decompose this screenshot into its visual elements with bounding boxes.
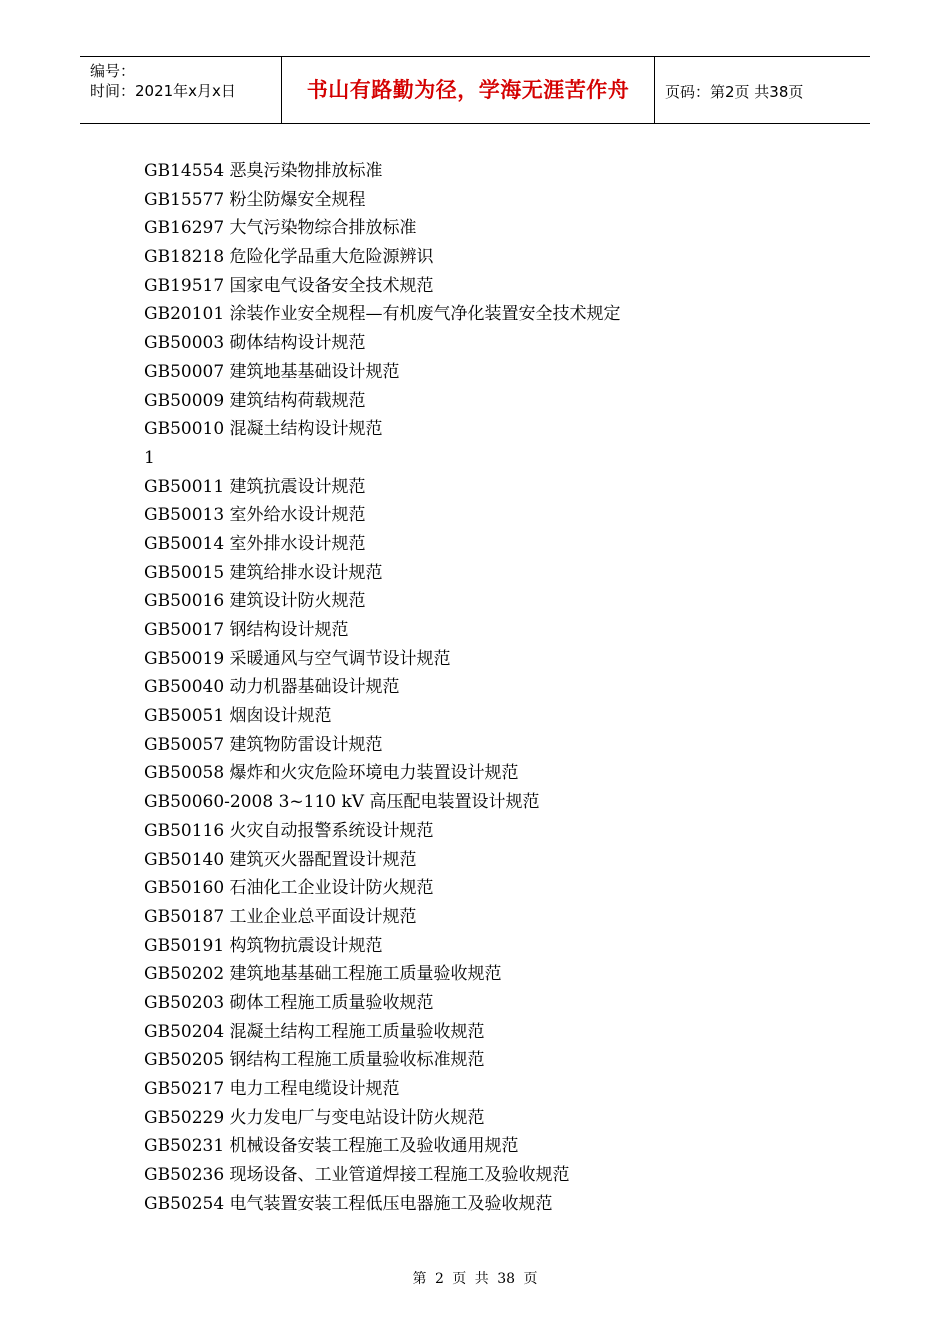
standard-list-item: GB50202 建筑地基基础工程施工质量验收规范 (144, 964, 502, 985)
standard-list-item: GB18218 危险化学品重大危险源辨识 (144, 247, 434, 268)
standard-list-item: GB50116 火灾自动报警系统设计规范 (144, 820, 434, 841)
standard-list-item: GB50011 建筑抗震设计规范 (144, 476, 366, 497)
standard-list-item: GB50229 火力发电厂与变电站设计防火规范 (144, 1107, 485, 1128)
header-motto: 书山有路勤为径，学海无涯苦作舟 (306, 78, 630, 102)
standard-list-item: GB50003 砌体结构设计规范 (144, 333, 366, 354)
standard-list-item: GB50017 钢结构设计规范 (144, 620, 349, 640)
standard-list-item: GB50231 机械设备安装工程施工及验收通用规范 (144, 1136, 519, 1157)
standard-list-item: GB15577 粉尘防爆安全规程 (144, 189, 366, 210)
standards-list (144, 157, 864, 1218)
document-number-label: 编号： (90, 62, 136, 80)
standard-list-item: GB50254 电气装置安装工程低压电器施工及验收规范 (144, 1193, 553, 1214)
standard-list-item: GB50019 采暖通风与空气调节设计规范 (144, 648, 451, 669)
standard-list-item: GB50013 室外给水设计规范 (144, 505, 366, 526)
standard-list-item: GB16297 大气污染物综合排放标准 (144, 218, 417, 239)
standard-list-item: GB50205 钢结构工程施工质量验收标准规范 (144, 1050, 485, 1071)
page-header (80, 56, 870, 124)
header-meta (90, 61, 280, 101)
standard-list-item: GB50204 混凝土结构工程施工质量验收规范 (144, 1021, 485, 1042)
standard-list-item: GB50007 建筑地基基础设计规范 (144, 361, 400, 382)
page-footer: 第 2 页 共 38 页 (412, 1271, 538, 1287)
standard-list-item: GB50191 构筑物抗震设计规范 (144, 935, 383, 956)
standard-list-item: GB50040 动力机器基础设计规范 (144, 677, 400, 698)
standard-list-item: GB19517 国家电气设备安全技术规范 (144, 275, 434, 296)
standard-list-item: GB50236 现场设备、工业管道焊接工程施工及验收规范 (144, 1165, 570, 1186)
standard-list-item: GB50160 石油化工企业设计防火规范 (144, 878, 434, 899)
standard-list-item: GB50058 爆炸和火灾危险环境电力装置设计规范 (144, 763, 519, 784)
standard-list-item: GB50015 建筑给排水设计规范 (144, 562, 383, 583)
standard-list-item: GB50187 工业企业总平面设计规范 (144, 906, 417, 927)
header-divider-right (654, 57, 655, 123)
standard-list-item: GB50203 砌体工程施工质量验收规范 (144, 992, 434, 1013)
standard-list-item: GB20101 涂装作业安全规程—有机废气净化装置安全技术规定 (144, 304, 621, 325)
standard-list-item: GB50057 建筑物防雷设计规范 (144, 734, 383, 755)
standard-list-item: GB50016 建筑设计防火规范 (144, 591, 366, 612)
standard-list-item: GB14554 恶臭污染物排放标准 (144, 161, 383, 181)
document-time-label: 时间：2021年x月x日 (90, 82, 236, 100)
standard-list-item: GB50010 混凝土结构设计规范 (144, 419, 383, 440)
standard-list-item: GB50217 电力工程电缆设计规范 (144, 1079, 400, 1099)
standard-list-item: GB50140 建筑灭火器配置设计规范 (144, 849, 417, 870)
standard-list-item: GB50009 建筑结构荷载规范 (144, 390, 366, 411)
standard-list-item: GB50060-2008 3~110 kV 高压配电装置设计规范 (144, 792, 540, 813)
header-page-info: 页码：第2页 共38页 (665, 83, 804, 101)
standard-list-item: GB50051 烟囱设计规范 (144, 706, 332, 727)
standard-list-item: 1 (144, 447, 155, 468)
standard-list-item: GB50014 室外排水设计规范 (144, 533, 366, 554)
